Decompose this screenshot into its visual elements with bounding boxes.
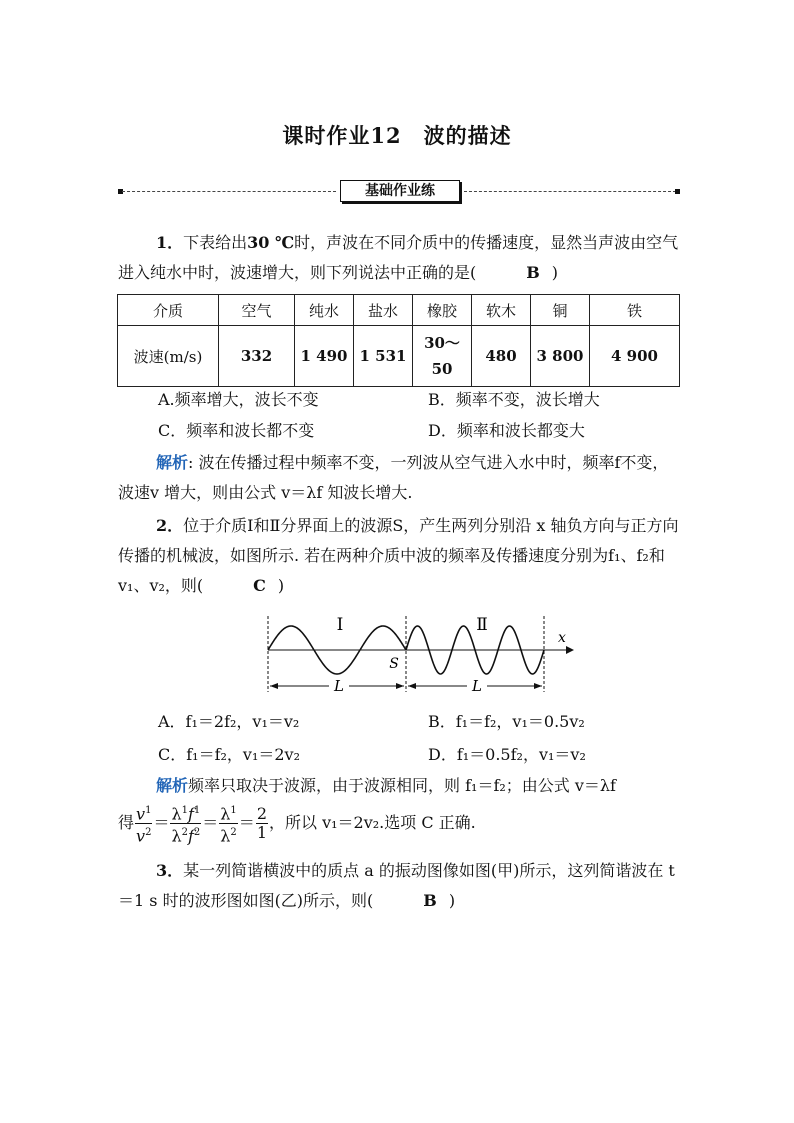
length-left-arrowhead-end xyxy=(396,683,404,689)
fraction-lambda-f-ratio: $\frac{\lambda^1f^1}{\lambda^2f^2}$ xyxy=(170,802,201,846)
explanation-label: 解析 xyxy=(156,776,189,795)
table-cell: 4 900 xyxy=(590,326,680,387)
table-header-cell: 空气 xyxy=(219,295,295,326)
table-row-label: 波速(m/s) xyxy=(118,326,219,387)
table-cell: 1 490 xyxy=(295,326,354,387)
section-label: 基础作业练 xyxy=(340,180,460,202)
question-1-option-a: A.频率增大，波长不变 xyxy=(158,390,319,409)
explanation-label: 解析 xyxy=(156,453,189,472)
page-title: 课时作业12 波的描述 xyxy=(282,123,512,148)
question-2-close-paren: ) xyxy=(277,576,285,595)
section-banner xyxy=(118,180,680,204)
table-cell: 480 xyxy=(472,326,531,387)
question-1-number: 1． xyxy=(156,233,184,252)
length-right-label: L xyxy=(472,677,482,695)
question-1-text-a: 下表给出 xyxy=(183,233,248,252)
table-header-cell: 橡胶 xyxy=(413,295,472,326)
question-2-stem xyxy=(118,511,680,601)
question-1-option-b: B．频率不变，波长增大 xyxy=(428,390,600,409)
question-1-explanation xyxy=(118,448,680,508)
question-1-text-b: 时，声波在不同介质中的传播速度，显然当声波由空气进入纯水中时，波速增大，则下列说法中正确的是( xyxy=(118,233,679,282)
question-1-close-paren: ) xyxy=(551,263,559,282)
explanation-text: 频率只取决于波源，由于波源相同，则 f₁＝f₂；由公式 v＝λf xyxy=(188,776,616,795)
question-1-answer: B xyxy=(526,263,540,282)
table-cell: 1 531 xyxy=(354,326,413,387)
table-header-cell: 铜 xyxy=(531,295,590,326)
fraction-v-ratio: $\frac{v^1}{v^2}$ xyxy=(135,802,152,846)
fraction-lambda-ratio: $\frac{\lambda^1}{\lambda^2}$ xyxy=(219,802,238,846)
question-2-answer: C xyxy=(253,576,266,595)
question-3-number: 3． xyxy=(156,861,184,880)
table-row xyxy=(118,326,680,387)
table-header-cell: 软木 xyxy=(472,295,531,326)
table-header-cell: 铁 xyxy=(590,295,680,326)
fraction-two-over-one: $\frac{2}{1}$ xyxy=(256,804,267,842)
question-1-option-c: C．频率和波长都不变 xyxy=(158,421,315,440)
axis-arrow xyxy=(566,646,574,654)
question-2-option-d: D．f₁＝0.5f₂，v₁＝v₂ xyxy=(428,745,586,764)
banner-square-right xyxy=(675,189,680,194)
banner-dash-left xyxy=(122,191,336,192)
question-2-explanation-formula: 得 $\frac{v^1}{v^2}$ ＝ $\frac{\lambda^1f^1}{\lambda^2f^2}$ ＝ $\frac{\lambda^1}{\lambda^2}$ ＝ $\frac{2}{1}$ ，所以 v₁＝2v₂.选项 C 正确. xyxy=(118,800,680,846)
wave-figure xyxy=(258,612,578,698)
medium-1-label: Ⅰ xyxy=(336,615,344,635)
question-1-temperature: 30 ℃ xyxy=(247,233,295,252)
table-cell: 3 800 xyxy=(531,326,590,387)
question-2-option-b: B．f₁＝f₂，v₁＝0.5v₂ xyxy=(428,712,585,731)
question-3-text: 某一列简谐横波中的质点 a 的振动图像如图(甲)所示，这列简谐波在 t＝1 s 时的波形图如图(乙)所示，则( xyxy=(118,861,675,910)
banner-dash-right xyxy=(464,191,676,192)
question-3-stem xyxy=(118,856,680,916)
length-left-arrowhead-start xyxy=(270,683,278,689)
question-2-option-c: C．f₁＝f₂，v₁＝2v₂ xyxy=(158,745,301,764)
question-2-option-a: A．f₁＝2f₂，v₁＝v₂ xyxy=(158,712,300,731)
question-1-option-d: D．频率和波长都变大 xyxy=(428,421,585,440)
table-header-cell: 纯水 xyxy=(295,295,354,326)
table-cell: 30～50 xyxy=(413,326,472,387)
medium-2-label: Ⅱ xyxy=(476,615,488,635)
table-cell: 332 xyxy=(219,326,295,387)
x-axis-label: x xyxy=(558,630,566,646)
length-left-label: L xyxy=(334,677,344,695)
explanation-text: : 波在传播过程中频率不变，一列波从空气进入水中时，频率f不变，波速v 增大，则由公式 v＝λf 知波长增大. xyxy=(118,453,669,502)
question-3-close-paren: ) xyxy=(448,891,456,910)
table-header-row xyxy=(118,295,680,326)
length-right-arrowhead-start xyxy=(408,683,416,689)
question-2-text: 位于介质Ⅰ和Ⅱ分界面上的波源S，产生两列分别沿 x 轴负方向与正方向传播的机械波，如图所示. 若在两种介质中波的频率及传播速度分别为f₁、f₂和v₁、v₂，则( xyxy=(118,516,679,595)
table-header-cell: 介质 xyxy=(118,295,219,326)
explanation-de: 得 xyxy=(118,813,135,832)
question-1-stem xyxy=(118,228,680,288)
table-header-cell: 盐水 xyxy=(354,295,413,326)
sound-speed-table xyxy=(117,294,680,387)
question-2-explanation xyxy=(118,771,680,801)
length-right-arrowhead-end xyxy=(534,683,542,689)
question-2-number: 2． xyxy=(156,516,184,535)
source-label: S xyxy=(389,656,399,672)
explanation-tail: ，所以 v₁＝2v₂.选项 C 正确. xyxy=(269,813,476,832)
question-3-answer: B xyxy=(423,891,437,910)
